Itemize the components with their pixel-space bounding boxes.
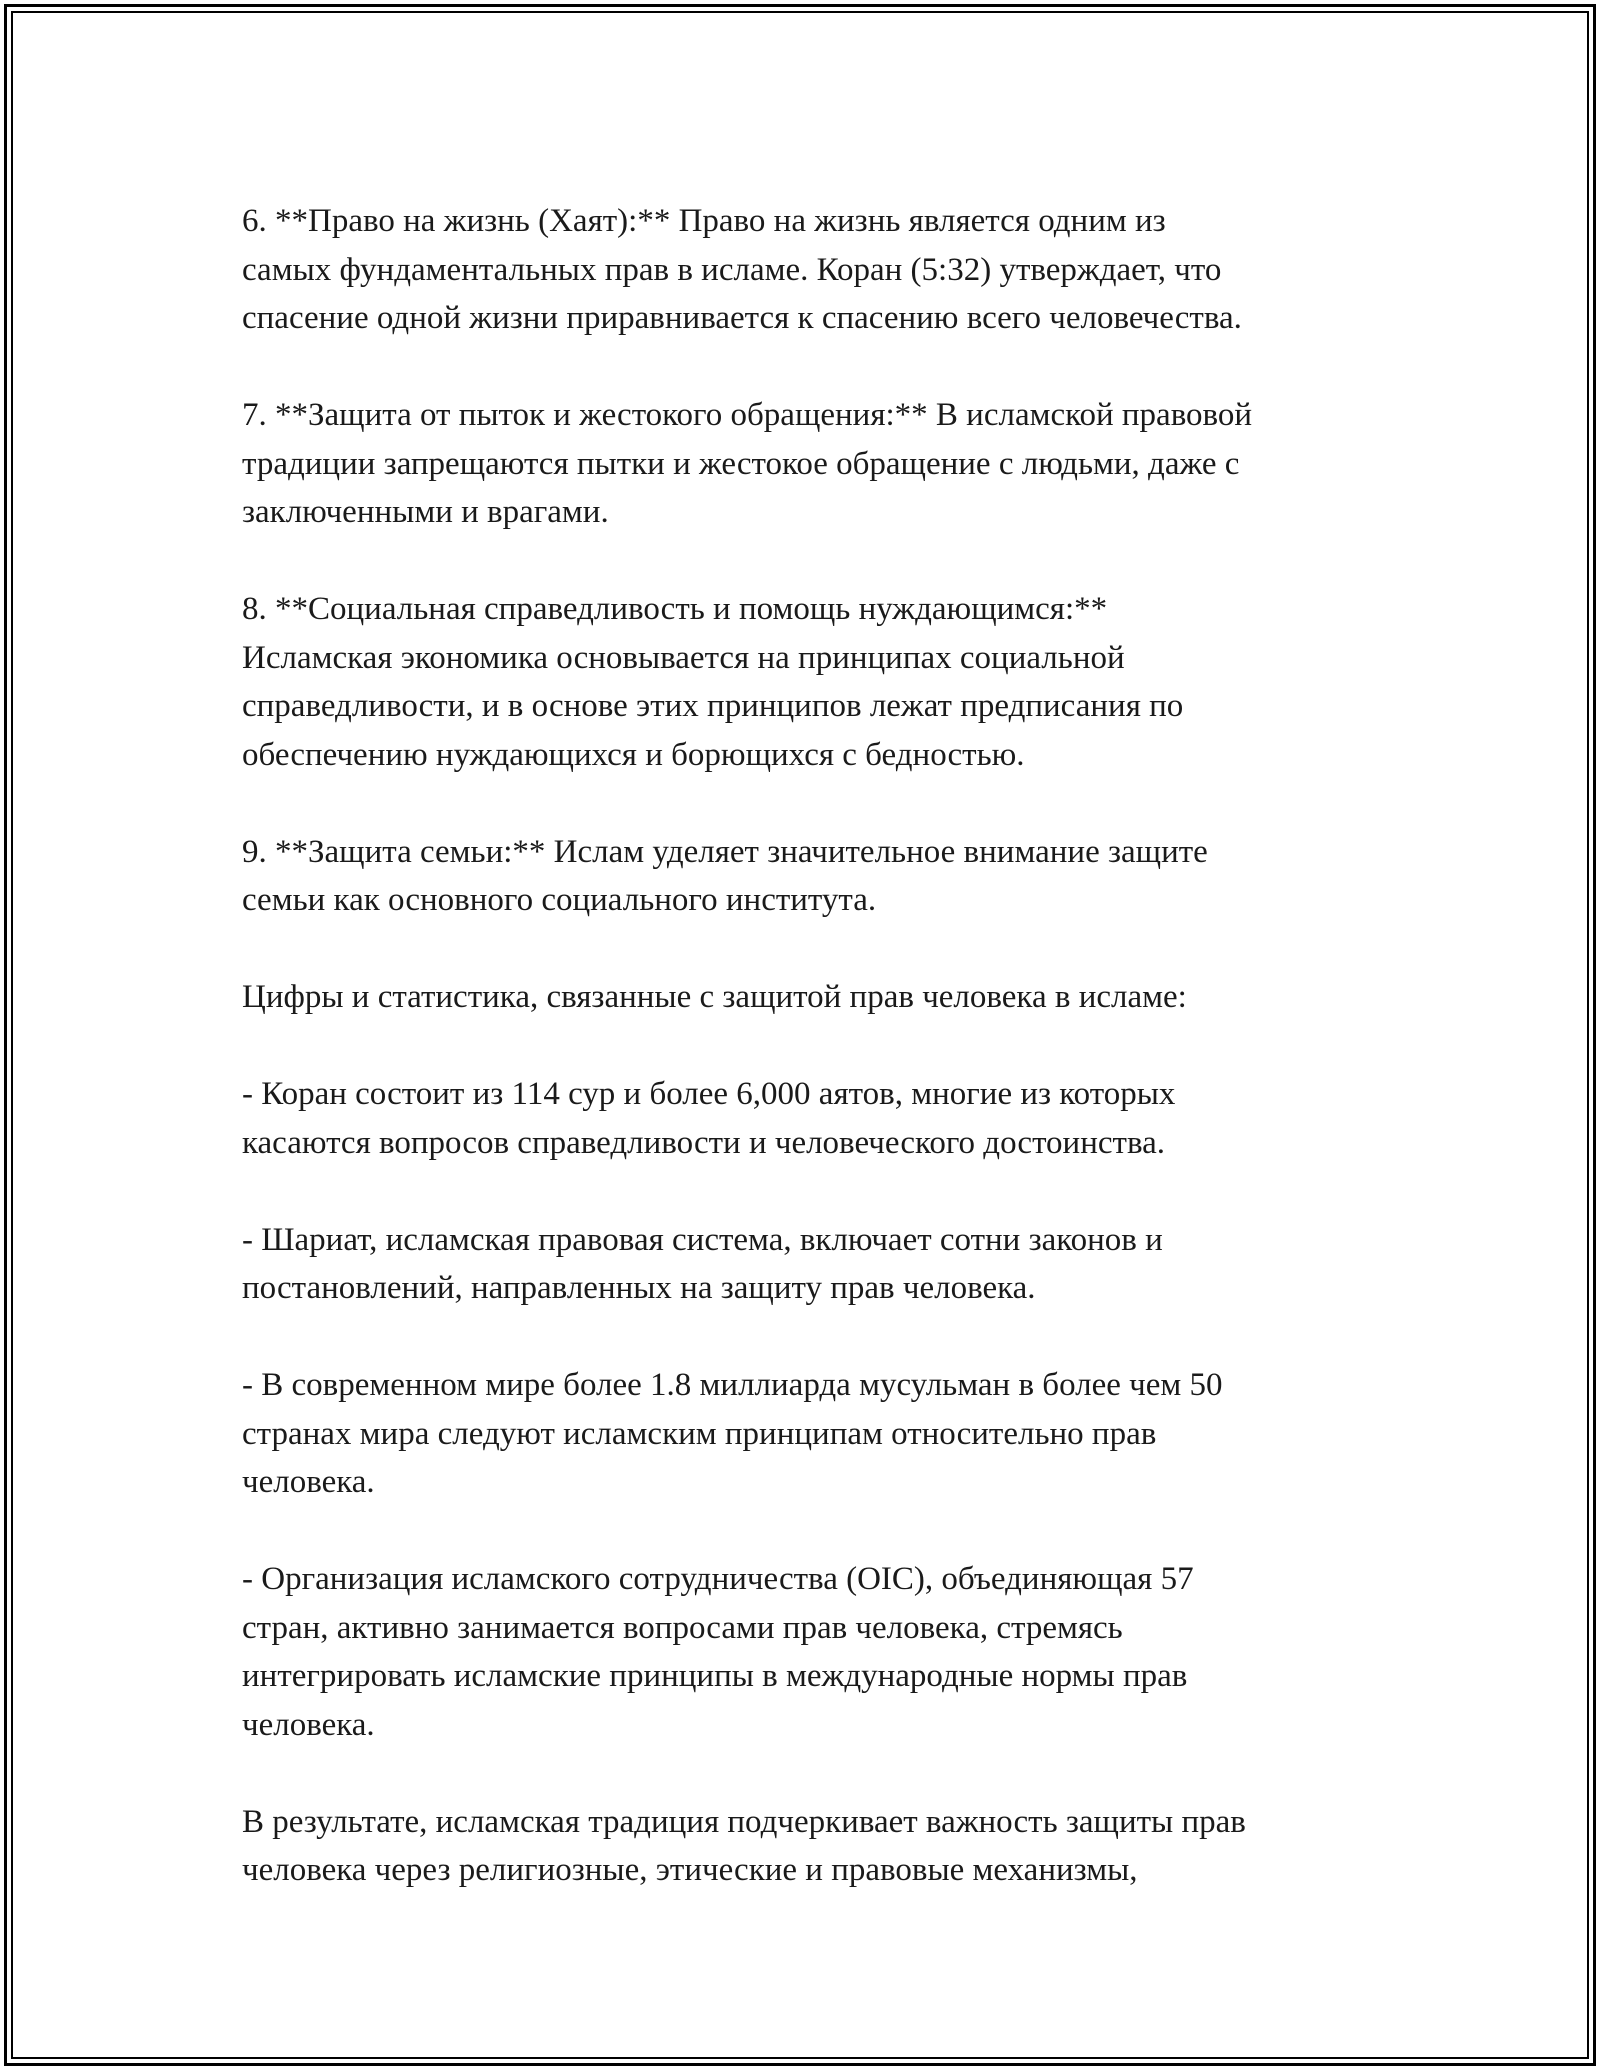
text-line: 7. **Защита от пыток и жестокого обращения:** В исламской правовой	[242, 397, 1253, 433]
text-line: семьи как основного социального института.	[242, 882, 877, 918]
paragraph-quran-stats	[242, 1070, 1402, 1167]
text-line: интегрировать исламские принципы в международные нормы прав	[242, 1658, 1188, 1694]
page-border-inner	[11, 11, 1589, 2059]
text-line: В результате, исламская традиция подчеркивает важность защиты прав	[242, 1803, 1246, 1840]
text-line: 9. **Защита семьи:** Ислам уделяет значительное внимание защите	[242, 833, 1208, 870]
document-body	[242, 197, 1402, 1943]
text-line: касаются вопросов справедливости и человеческого достоинства.	[242, 1124, 1165, 1161]
paragraph-oic-stats	[242, 1555, 1402, 1749]
paragraph-conclusion	[242, 1798, 1402, 1895]
text-line: 8. **Социальная справедливость и помощь нуждающимся:**	[242, 591, 1108, 627]
text-line: самых фундаментальных прав в исламе. Коран (5:32) утверждает, что	[242, 251, 1222, 288]
text-line: стран, активно занимается вопросами прав человека, стремясь	[242, 1609, 1123, 1646]
text-line: - Организация исламского сотрудничества (OIC), объединяющая 57	[242, 1561, 1194, 1597]
paragraph-muslim-population-stats	[242, 1361, 1402, 1507]
paragraph-torture-protection	[242, 391, 1402, 537]
text-line: человека.	[242, 1464, 375, 1500]
text-line: заключенными и врагами.	[242, 494, 609, 530]
text-line: - Шариат, исламская правовая система, включает сотни законов и	[242, 1221, 1163, 1258]
page-border-outer	[4, 4, 1596, 2066]
text-line: обеспечению нуждающихся и борющихся с бедностью.	[242, 736, 1025, 773]
paragraph-sharia-stats	[242, 1216, 1402, 1313]
text-line: Исламская экономика основывается на принципах социальной	[242, 639, 1125, 676]
paragraph-social-justice	[242, 585, 1402, 779]
text-line: человека.	[242, 1706, 375, 1743]
text-line: - В современном мире более 1.8 миллиарда мусульман в более чем 50	[242, 1367, 1223, 1403]
text-line: справедливости, и в основе этих принципов лежат предписания по	[242, 688, 1184, 724]
text-line: странах мира следуют исламским принципам относительно прав	[242, 1415, 1157, 1452]
text-line: 6. **Право на жизнь (Хаят):** Право на жизнь является одним из	[242, 203, 1166, 239]
paragraph-right-to-life	[242, 197, 1402, 343]
text-line: человека через религиозные, этические и правовые механизмы,	[242, 1852, 1138, 1888]
text-line: спасение одной жизни приравнивается к спасению всего человечества.	[242, 300, 1242, 336]
paragraph-family-protection	[242, 828, 1402, 925]
text-line: постановлений, направленных на защиту прав человека.	[242, 1270, 1036, 1306]
text-line: - Коран состоит из 114 сур и более 6,000 аятов, многие из которых	[242, 1076, 1176, 1112]
text-line: Цифры и статистика, связанные с защитой прав человека в исламе:	[242, 979, 1187, 1015]
paragraph-statistics-heading	[242, 973, 1402, 1022]
text-line: традиции запрещаются пытки и жестокое обращение с людьми, даже с	[242, 445, 1240, 482]
